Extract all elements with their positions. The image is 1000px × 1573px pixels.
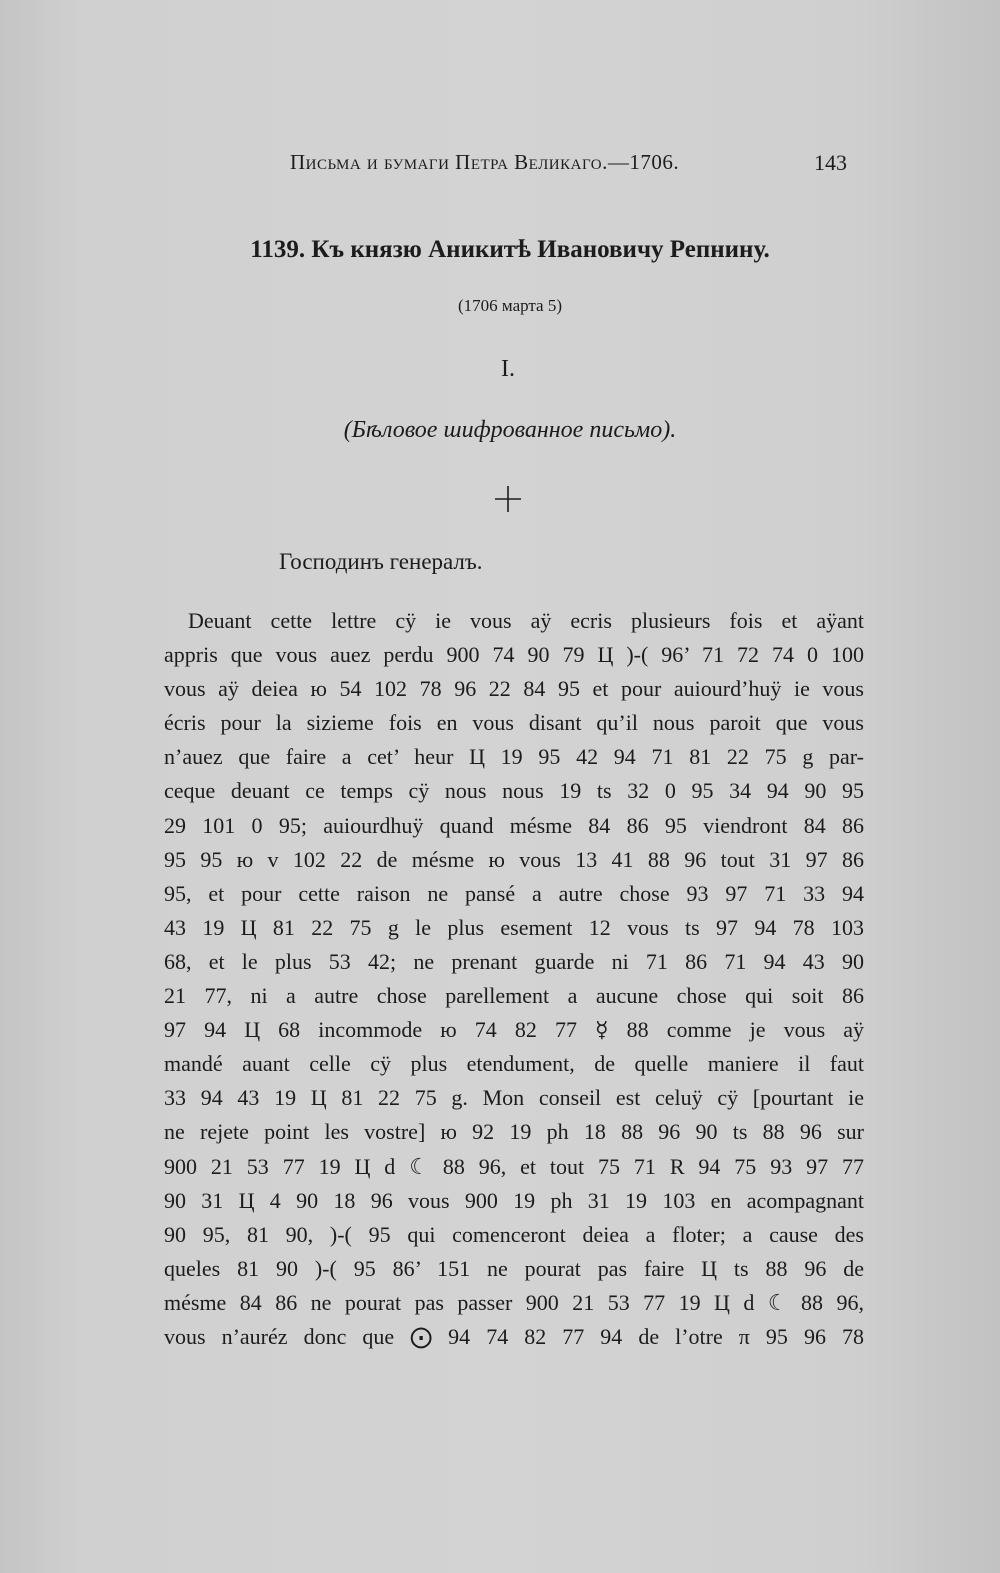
body-line: ne rejete point les vostre] ю 92 19 ph 18 88 96 90 ts 88 96 sur — [164, 1119, 864, 1145]
body-line: écris pour la sizieme fois en vous disant qu’il nous paroit que vous — [164, 710, 864, 736]
body-line: mandé auant celle cÿ plus etendument, de quelle maniere il faut — [164, 1051, 864, 1077]
body-line: n’auez que faire a cet’ heur Ц 19 95 42 94 71 81 22 75 g par- — [164, 744, 864, 770]
body-line: vous n’auréz donc que ⨀ 94 74 82 77 94 de l’otre π 95 96 78 — [164, 1323, 864, 1349]
body-line: 900 21 53 77 19 Ц d ☾ 88 96, et tout 75 71 R 94 75 93 97 77 — [164, 1153, 864, 1179]
body-line: vous aÿ deiea ю 54 102 78 96 22 84 95 et pour auiourd’huÿ ie vous — [164, 676, 864, 702]
body-line: 33 94 43 19 Ц 81 22 75 g. Mon conseil est celuÿ cÿ [pourtant ie — [164, 1085, 864, 1111]
body-line: 95, et pour cette raison ne pansé a autre chose 93 97 71 33 94 — [164, 880, 864, 906]
page-number: 143 — [814, 150, 847, 175]
body-line: 29 101 0 95; auiourdhuÿ quand mésme 84 86 95 viendront 84 86 — [164, 812, 864, 838]
cross-icon — [493, 484, 523, 514]
letter-subtitle: (Бѣловое шифрованное письмо). — [343, 417, 677, 443]
body-line: appris que vous auez perdu 900 74 90 79 Ц )-( 96’ 71 72 74 0 100 — [164, 642, 864, 668]
body-line: 90 31 Ц 4 90 18 96 vous 900 19 ph 31 19 103 en acompagnant — [164, 1187, 864, 1213]
body-line: 90 95, 81 90, )-( 95 qui comenceront deiea a floter; a cause des — [164, 1221, 864, 1247]
body-line: mésme 84 86 ne pourat pas passer 900 21 53 77 19 Ц d ☾ 88 96, — [164, 1289, 864, 1315]
body-line: 43 19 Ц 81 22 75 g le plus esement 12 vous ts 97 94 78 103 — [164, 914, 864, 940]
letter-body — [164, 604, 864, 1354]
body-line: 95 95 ю v 102 22 de mésme ю vous 13 41 88 96 tout 31 97 86 — [164, 846, 864, 872]
salutation: Господинъ генералъ. — [279, 549, 483, 574]
body-line: ceque deuant ce temps cÿ nous nous 19 ts 32 0 95 34 94 90 95 — [164, 778, 864, 804]
body-line: 21 77, ni a autre chose parellement a aucune chose qui soit 86 — [164, 983, 864, 1009]
body-line: 68, et le plus 53 42; ne prenant guarde ni 71 86 71 94 43 90 — [164, 948, 864, 974]
body-line: queles 81 90 )-( 95 86’ 151 ne pourat pas faire Ц ts 88 96 de — [164, 1255, 864, 1281]
section-number: I. — [501, 356, 515, 382]
running-head: Письма и бумаги Петра Великаго.—1706. — [290, 150, 680, 174]
body-line: Deuant cette lettre cÿ ie vous aÿ ecris plusieurs fois et aÿant — [188, 608, 864, 633]
letter-date: (1706 марта 5) — [458, 296, 562, 315]
letter-heading: 1139. Къ князю Аникитѣ Ивановичу Репнину. — [250, 236, 770, 263]
body-line: 97 94 Ц 68 incommode ю 74 82 77 ☿ 88 comme je vous aÿ — [164, 1017, 864, 1043]
